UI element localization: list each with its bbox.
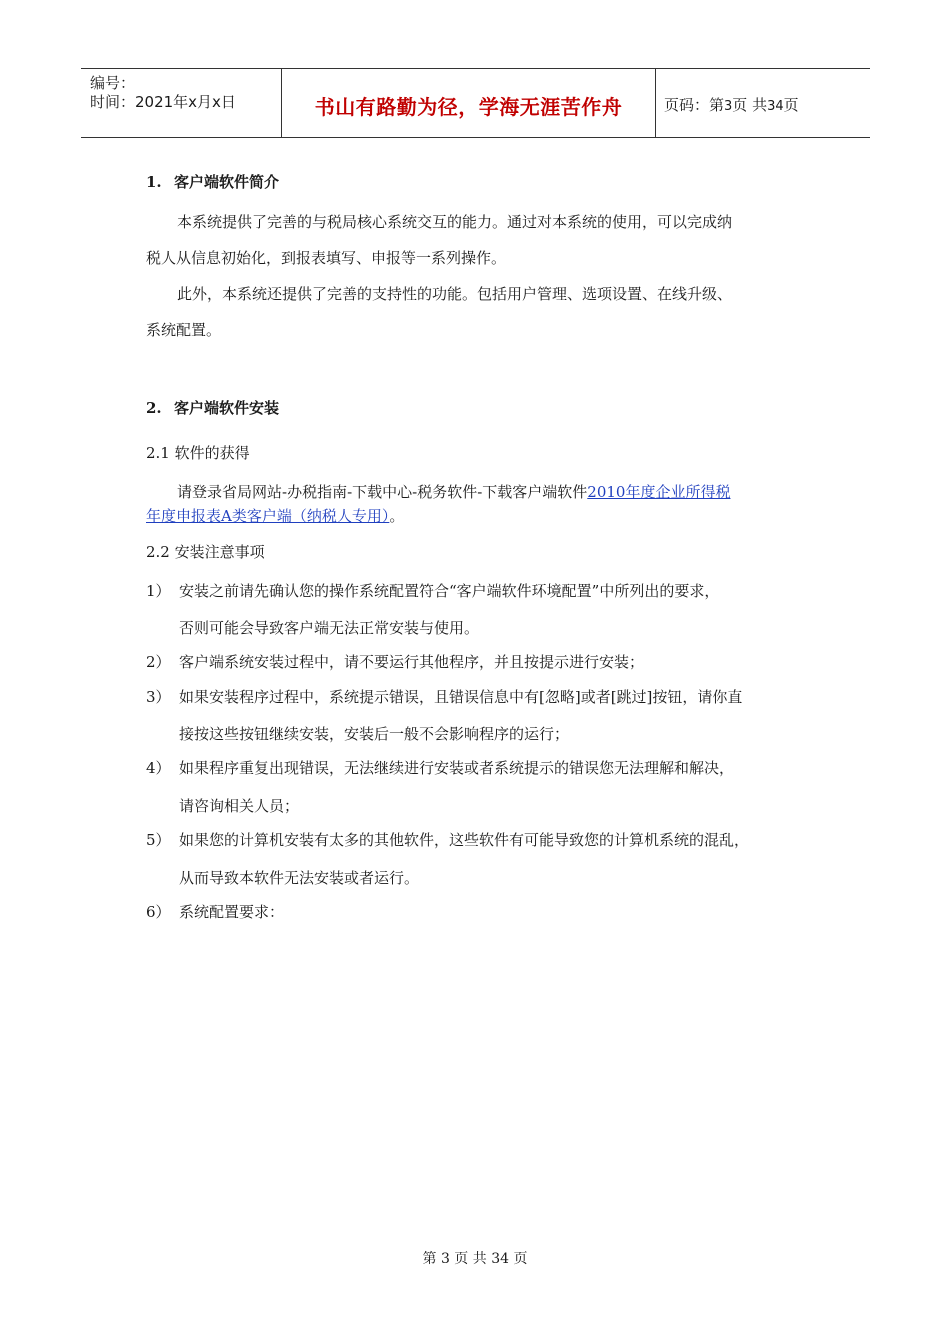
- section-1-title: 客户端软件简介: [174, 173, 280, 191]
- list-item-text: 如果安装程序过程中，系统提示错误，且错误信息中有[忽略]或者[跳过]按钮，请你直: [179, 688, 743, 706]
- document-time-label: 时间：2021年x月x日: [90, 93, 236, 111]
- list-item-text: 系统配置要求：: [179, 903, 285, 921]
- list-item-text: 客户端系统安装过程中，请不要运行其他程序，并且按提示进行安装；: [179, 653, 645, 671]
- header-motto: 书山有路勤为径，学海无涯苦作舟: [314, 95, 623, 119]
- list-item: [146, 758, 734, 778]
- list-item-marker: 4）: [146, 759, 171, 777]
- list-item-continuation: 否则可能会导致客户端无法正常安装与使用。: [179, 619, 480, 637]
- section-1-heading: [146, 172, 279, 192]
- page-footer: 第 3 页 共 34 页: [422, 1251, 528, 1267]
- header-motto-cell: [281, 69, 656, 137]
- list-item: [146, 830, 749, 850]
- section-1-paragraph-2-line-1: 此外，本系统还提供了完善的支持性的功能。包括用户管理、选项设置、在线升级、: [177, 285, 733, 303]
- header-left-cell: [81, 69, 281, 137]
- section-2-heading: [146, 398, 279, 418]
- page-prefix: 页码：第: [664, 96, 725, 114]
- list-item: [146, 581, 719, 601]
- section-2-number: 2.: [146, 399, 162, 417]
- client-download-link[interactable]: 2010年度企业所得税: [587, 483, 731, 501]
- list-item: [146, 687, 742, 707]
- list-item-marker: 5）: [146, 831, 171, 849]
- list-item-text: 安装之前请先确认您的操作系统配置符合“客户端软件环境配置”中所列出的要求，: [179, 582, 720, 600]
- list-item-marker: 3）: [146, 688, 171, 706]
- section-1-paragraph-2-line-2: 系统配置。: [146, 321, 222, 339]
- section-1-number: 1.: [146, 173, 162, 191]
- list-item-marker: 6）: [146, 903, 171, 921]
- section-1-paragraph-1-line-1: 本系统提供了完善的与税局核心系统交互的能力。通过对本系统的使用，可以完成纳: [177, 213, 733, 231]
- subsection-2-2-heading: 2.2 安装注意事项: [146, 543, 265, 561]
- list-item-text: 如果程序重复出现错误，无法继续进行安装或者系统提示的错误您无法理解和解决，: [179, 759, 735, 777]
- page-middle: 页 共: [732, 96, 768, 114]
- page-total: 34: [767, 99, 784, 114]
- list-item: [146, 652, 644, 672]
- list-item-continuation: 从而导致本软件无法安装或者运行。: [179, 869, 420, 887]
- client-download-link-continued[interactable]: 年度申报表A类客户端（纳税人专用）: [146, 507, 390, 525]
- header-page-cell: [655, 69, 870, 137]
- page-header: [81, 68, 870, 138]
- list-item-marker: 2）: [146, 653, 171, 671]
- list-item-text: 如果您的计算机安装有太多的其他软件，这些软件有可能导致您的计算机系统的混乱，: [179, 831, 750, 849]
- page-suffix: 页: [783, 96, 799, 114]
- section-1-paragraph-1-line-2: 税人从信息初始化，到报表填写、申报等一系列操作。: [146, 249, 507, 267]
- software-obtain-text: 请登录省局网站-办税指南-下载中心-税务软件-下载客户端软件: [177, 483, 588, 501]
- list-item: [146, 902, 284, 922]
- list-item-marker: 1）: [146, 582, 171, 600]
- software-obtain-line-2: [146, 506, 404, 526]
- document-number-label: 编号：: [90, 74, 136, 92]
- list-item-continuation: 接按这些按钮继续安装，安装后一般不会影响程序的运行；: [179, 725, 570, 743]
- subsection-2-1-heading: 2.1 软件的获得: [146, 444, 250, 462]
- software-obtain-tail: 。: [389, 507, 405, 525]
- section-2-title: 客户端软件安装: [174, 399, 280, 417]
- page-current: 3: [724, 99, 733, 114]
- list-item-continuation: 请咨询相关人员；: [179, 797, 300, 815]
- software-obtain-line-1: [177, 482, 730, 502]
- header-page-indicator: [664, 94, 799, 115]
